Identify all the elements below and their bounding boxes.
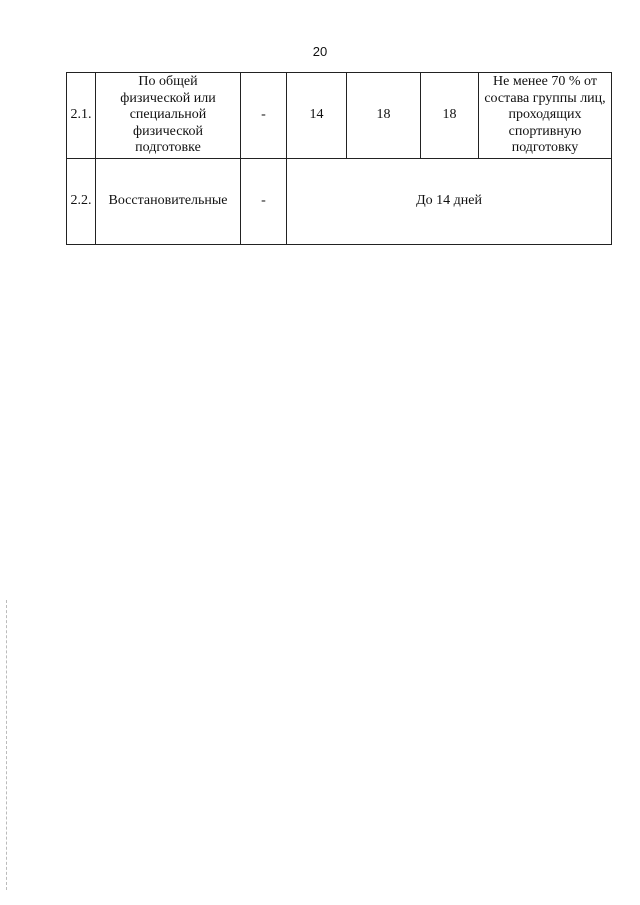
value-cell: 18 [421,73,479,159]
margin-line [6,600,8,890]
training-camps-table [66,72,612,245]
note-cell: Не менее 70 % от состава группы лиц, проходящих спортивную подготовку [479,73,612,159]
camp-type: По общей физической или специальной физической подготовке [96,73,241,159]
merged-value-cell: До 14 дней [287,159,612,245]
value-cell: - [241,73,287,159]
value-cell: 18 [347,73,421,159]
page-number: 20 [312,44,328,59]
table-row [67,159,612,245]
row-number: 2.2. [67,159,96,245]
row-number: 2.1. [67,73,96,159]
camp-type: Восстановительные [96,159,241,245]
value-cell: - [241,159,287,245]
table-row [67,73,612,159]
value-cell: 14 [287,73,347,159]
